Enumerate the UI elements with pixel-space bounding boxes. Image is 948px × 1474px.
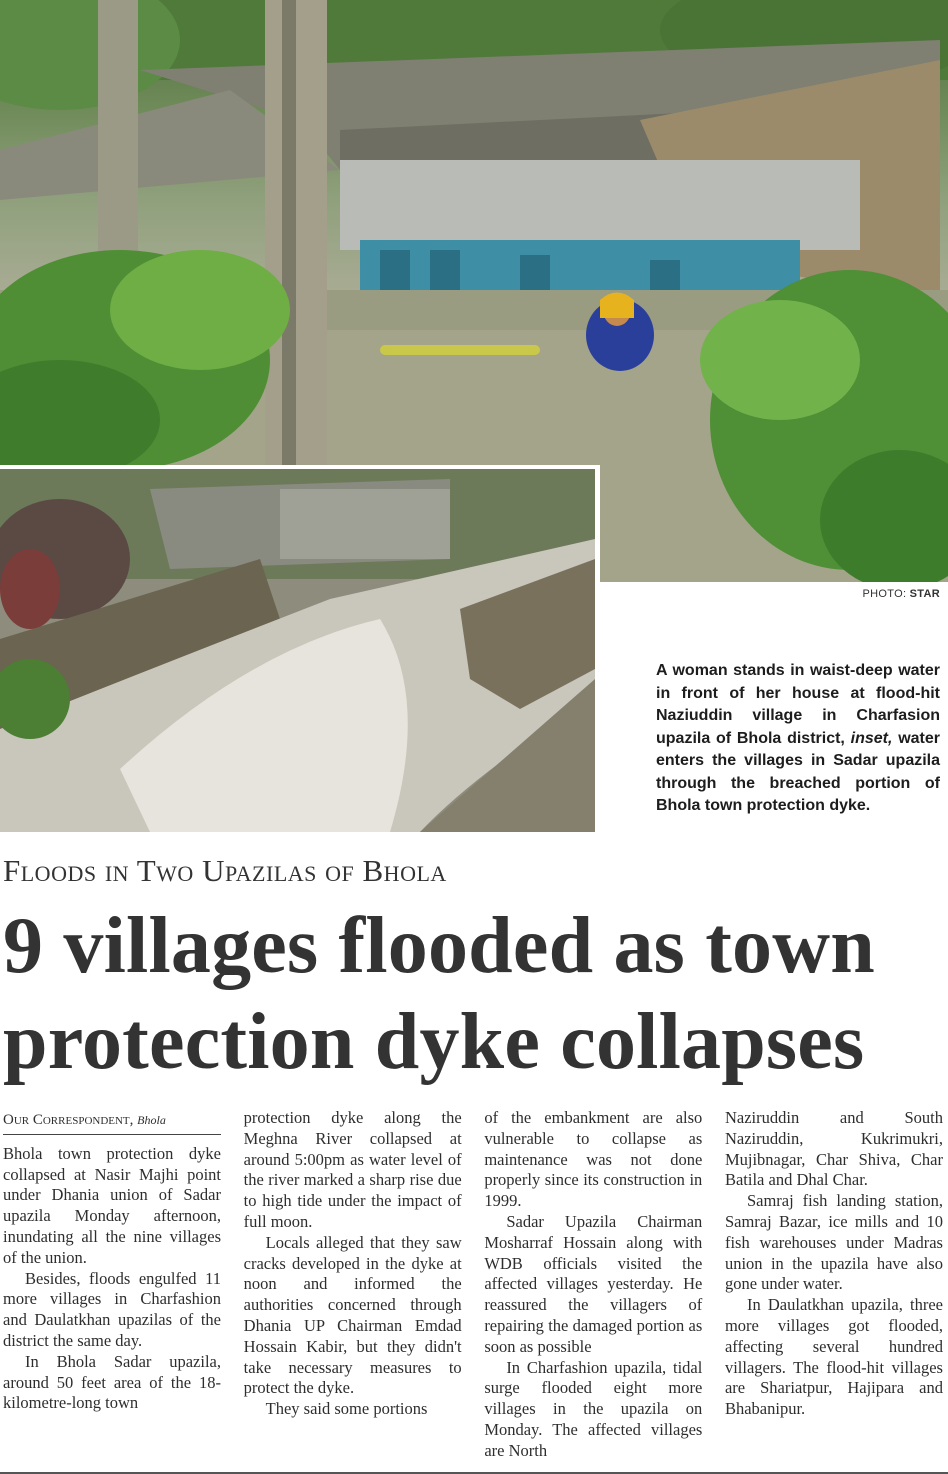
paragraph: Sadar Upazila Chairman Mosharraf Hossain along with WDB officials visited the affected villages yesterday. He reassured the villagers of repairing the damaged portion as soon as possible: [484, 1211, 703, 1356]
inset-photo-breached-dyke: [0, 465, 600, 832]
byline-place: Bhola: [137, 1113, 166, 1127]
caption-inset-word: inset,: [850, 729, 893, 747]
photo-credit-name: STAR: [909, 588, 940, 600]
byline: [3, 1110, 221, 1135]
caption-text-part1: A woman stands in waist-deep water in front of her house at flood-hit Naziuddin village in Charfasion upazila of Bhola district,: [656, 662, 940, 747]
paragraph: protection dyke along the Meghna River collapsed at around 5:00pm as water level of the river marked a sharp rise due to high tide under the impact of full moon.: [243, 1108, 462, 1231]
article-headline: 9 villages flooded as town protection dyke collapses: [3, 902, 875, 1086]
article-kicker: Floods in Two Upazilas of Bhola: [3, 853, 447, 888]
article-column-4: [725, 1108, 943, 1474]
paragraph: Samraj fish landing station, Samraj Bazar, ice mills and 10 fish warehouses under Madras union in the upazila have also gone under water.: [724, 1191, 943, 1294]
paragraph: Naziruddin and South Naziruddin, Kukrimukri, Mujibnagar, Char Shiva, Char Batila and Dhal Char.: [724, 1108, 943, 1190]
photo-credit: [863, 588, 940, 600]
paragraph: Locals alleged that they saw cracks developed in the dyke at noon and informed the authorities concerned through Dhania UP Chairman Emdad Hossain Kabir, but they didn't take necessary measures to protect the dyke.: [243, 1232, 462, 1398]
paragraph: They said some portions: [265, 1399, 428, 1419]
article-column-1: [3, 1108, 221, 1474]
article-column-3: [484, 1108, 702, 1474]
paragraph: of the embankment are also vulnerable to collapse as maintenance was not done properly since its construction in 1999.: [484, 1108, 703, 1211]
photo-caption: [656, 660, 940, 818]
paragraph: Besides, floods engulfed 11 more villages in Charfashion and Daulatkhan upazilas of the district the same day.: [3, 1268, 221, 1350]
caption-text-part2: water enters the villages in Sadar upazila through the breached portion of Bhola town protection dyke.: [656, 729, 940, 814]
article-body: [3, 1108, 943, 1474]
photo-credit-label: PHOTO:: [862, 588, 907, 600]
article-column-2: [244, 1108, 462, 1474]
paragraph: In Bhola Sadar upazila, around 50 feet area of the 18-kilometre-long town: [3, 1351, 221, 1413]
breached-dyke-illustration: [0, 469, 595, 832]
paragraph: In Charfashion upazila, tidal surge flooded eight more villages in the upazila on Monday. The affected villages are North: [484, 1357, 703, 1460]
paragraph: Bhola town protection dyke collapsed at Nasir Majhi point under Dhania union of Sadar upazila Monday afternoon, inundating all the nine villages of the union.: [3, 1143, 221, 1267]
paragraph: In Daulatkhan upazila, three more villages got flooded, affecting several hundred villagers. The flood-hit villages are Shariatpur, Hajipara and Bhabanipur.: [724, 1295, 943, 1419]
byline-author: Our Correspondent,: [3, 1112, 134, 1128]
